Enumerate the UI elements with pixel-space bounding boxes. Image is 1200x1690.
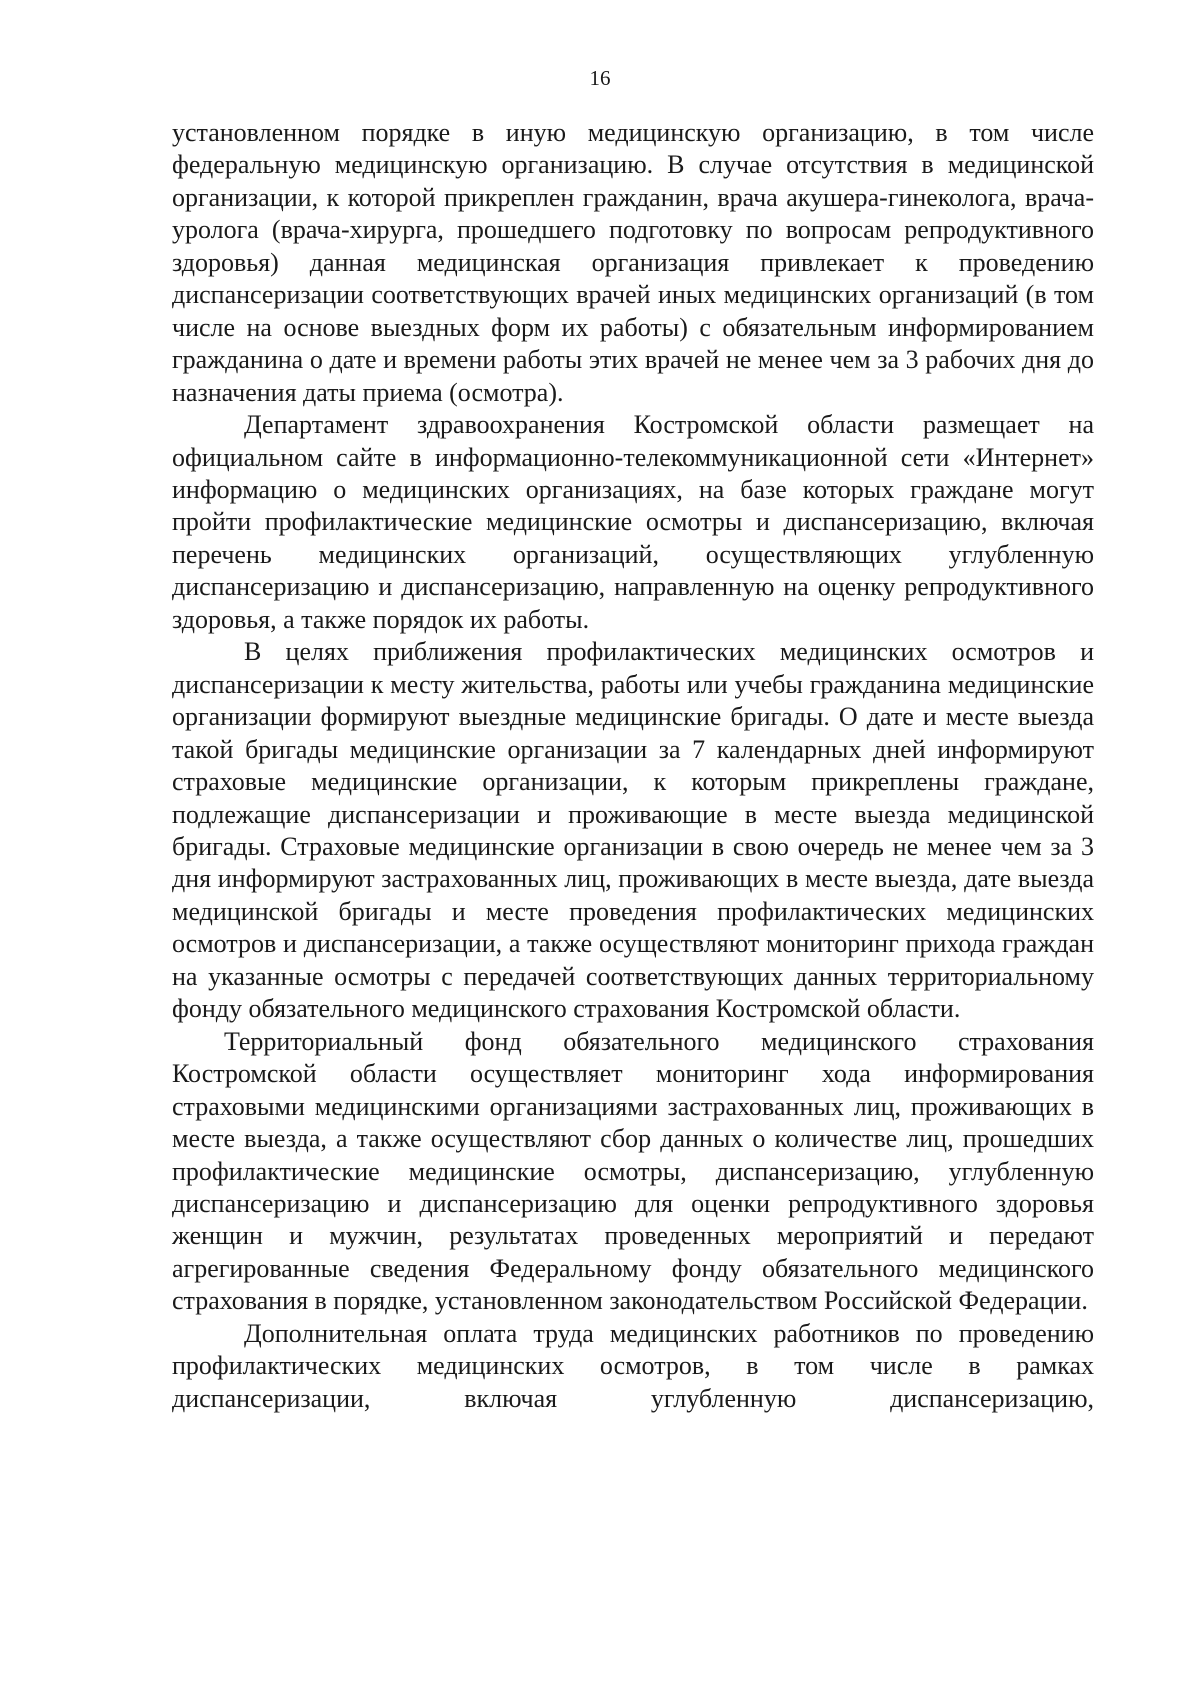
document-body xyxy=(172,117,1094,1415)
paragraph-department-website: Департамент здравоохранения Костромской области размещает на официальном сайте в информационно-телекоммуникационной сети «Интернет» информацию о медицинских организациях, на базе которых граждане могут пройти профилактические медицинские осмотры и диспансеризацию, включая перечень медицинских организаций, осуществляющих углубленную диспансеризацию и диспансеризацию, направленную на оценку репродуктивного здоровья, а также порядок их работы. xyxy=(172,410,1094,634)
paragraph-continuation: установленном порядке в иную медицинскую организацию, в том числе федеральную медицинскую организацию. В случае отсутствия в медицинской организации, к которой прикреплен гражданин, врача акушера-гинеколога, врача-уролога (врача-хирурга, прошедшего подготовку по вопросам репродуктивного здоровья) данная медицинская организация привлекает к проведению диспансеризации соответствующих врачей иных медицинских организаций (в том числе на основе выездных форм их работы) с обязательным информированием гражданина о дате и времени работы этих врачей не менее чем за 3 рабочих дня до назначения даты приема (осмотра). xyxy=(172,118,1094,407)
paragraph-additional-payment: Дополнительная оплата труда медицинских работников по проведению профилактических медицинских осмотров, в том числе в рамках диспансеризации, включая углубленную диспансеризацию, xyxy=(172,1318,1094,1413)
paragraph-territorial-fund: Территориальный фонд обязательного медицинского страхования Костромской области осуществляет мониторинг хода информирования страховыми медицинскими организациями застрахованных лиц, проживающих в месте выезда, а также осуществляют сбор данных о количестве лиц, прошедших профилактические медицинские осмотры, диспансеризацию, углубленную диспансеризацию и диспансеризацию для оценки репродуктивного здоровья женщин и мужчин, результатах проведенных мероприятий и передают агрегированные сведения Федеральному фонду обязательного медицинского страхования в порядке, установленном законодательством Российской Федерации. xyxy=(172,1026,1094,1316)
paragraph-mobile-teams: В целях приближения профилактических медицинских осмотров и диспансеризации к месту жительства, работы или учебы гражданина медицинские организации формируют выездные медицинские бригады. О дате и месте выезда такой бригады медицинские организации за 7 календарных дней информируют страховые медицинские организации, к которым прикреплены граждане, подлежащие диспансеризации и проживающие в месте выезда медицинской бригады. Страховые медицинские организации в свою очередь не менее чем за 3 дня информируют застрахованных лиц, проживающих в месте выезда, дате выезда медицинской бригады и месте проведения профилактических медицинских осмотров и диспансеризации, а также осуществляют мониторинг прихода граждан на указанные осмотры с передачей соответствующих данных территориальному фонду обязательного медицинского страхования Костромской области. xyxy=(172,637,1094,1024)
page-number: 16 xyxy=(589,66,611,90)
